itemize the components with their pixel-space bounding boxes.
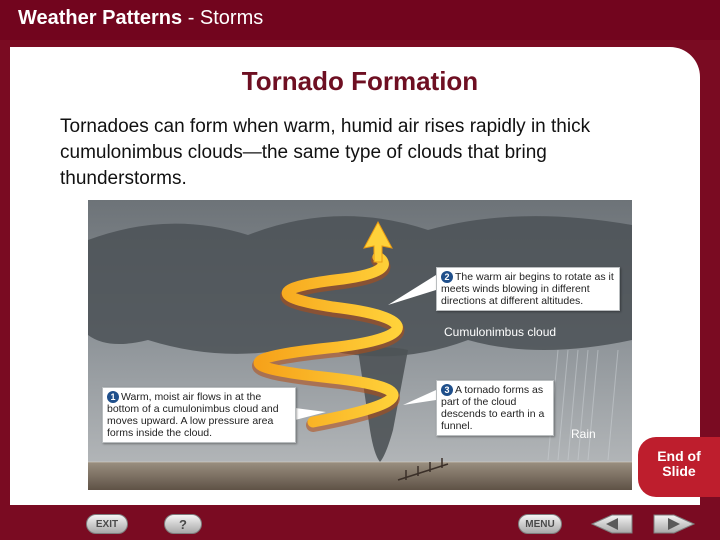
cumulonimbus-label: Cumulonimbus cloud — [444, 325, 557, 339]
slide-title: Tornado Formation — [241, 66, 479, 96]
header-title — [18, 7, 263, 30]
callout-1 — [102, 387, 296, 443]
menu-button[interactable]: MENU — [518, 514, 562, 534]
callout-3-number: 3 — [441, 384, 453, 396]
end-of-slide-line1: End of — [657, 448, 701, 464]
callout-1-number: 1 — [107, 391, 119, 403]
ground — [88, 462, 632, 490]
tornado-illustration — [88, 200, 632, 490]
next-arrow-icon[interactable] — [652, 514, 696, 534]
end-of-slide-line2: Slide — [662, 463, 696, 479]
header-title-main: Weather Patterns — [18, 7, 183, 29]
slide-body-text: Tornadoes can form when warm, humid air rises rapidly in thick cumulonimbus clouds—the same type of clouds that bring thunderstorms. — [60, 116, 591, 189]
callout-3 — [436, 380, 554, 436]
callout-2-text: The warm air begins to rotate as it meets winds blowing in different directions at different altitudes. — [441, 271, 614, 307]
rain-label: Rain — [571, 427, 596, 441]
callout-1-text: Warm, moist air flows in at the bottom of a cumulonimbus cloud and moves upward. A low pressure area forms inside the cloud. — [107, 391, 279, 439]
header-bar — [0, 0, 720, 40]
callout-2-number: 2 — [441, 271, 453, 283]
previous-arrow-icon[interactable] — [590, 514, 634, 534]
help-button[interactable]: ? — [164, 514, 202, 534]
callout-3-text: A tornado forms as part of the cloud descends to earth in a funnel. — [441, 384, 545, 432]
callout-2 — [436, 267, 620, 311]
header-title-sub: - Storms — [182, 7, 264, 29]
end-of-slide-button[interactable] — [638, 437, 720, 497]
exit-button[interactable]: EXIT — [86, 514, 128, 534]
tornado-scene — [88, 200, 632, 490]
